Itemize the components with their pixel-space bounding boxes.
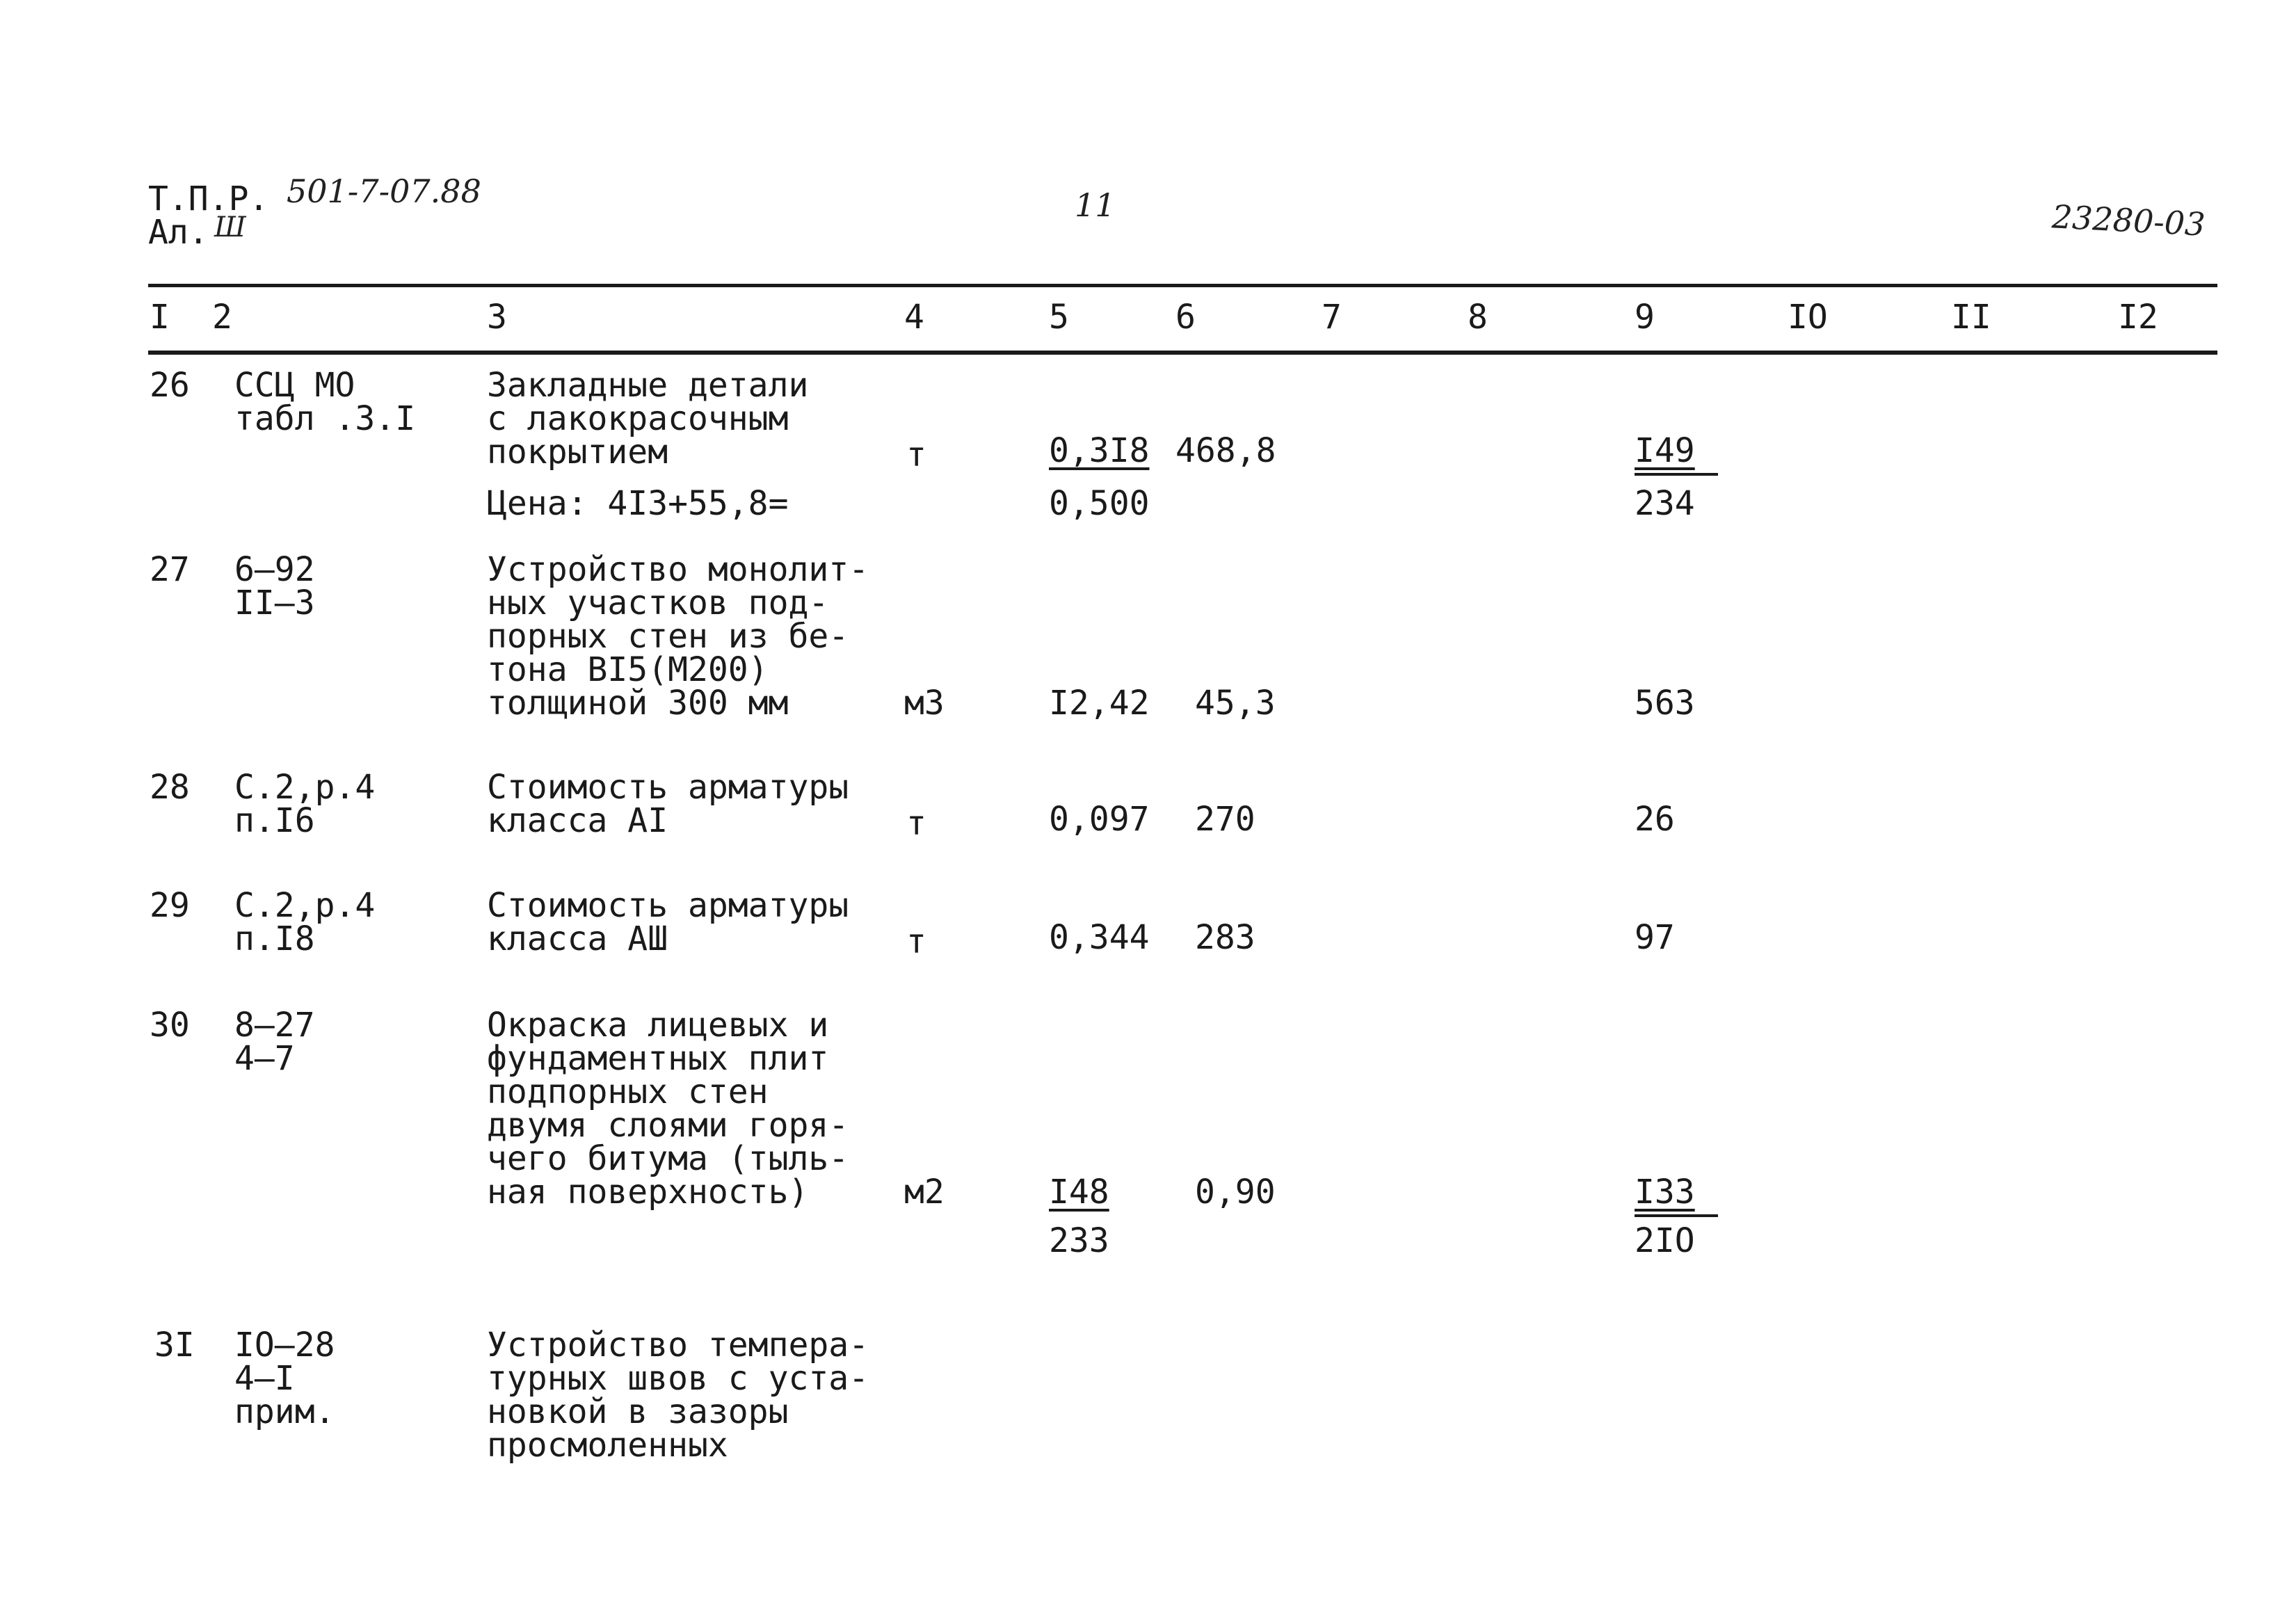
header-prefix: Т.П.Р. xyxy=(148,179,269,218)
column-header: I xyxy=(150,298,170,337)
row-price: 270 xyxy=(1195,800,1255,839)
row-unit: т xyxy=(906,804,926,843)
row-price: 45,3 xyxy=(1195,684,1276,723)
row-quantity: 0,344 xyxy=(1049,918,1150,957)
row-total: 563 xyxy=(1635,684,1695,723)
row-number: 30 xyxy=(150,1006,190,1045)
row-reference: IO–28 4–I прим. xyxy=(234,1326,335,1431)
row-quantity-secondary: 0,500 xyxy=(1049,484,1150,523)
row-description: Устройство темпера- турных швов с уста- новкой в зазоры просмоленных xyxy=(487,1326,869,1465)
row-description: Закладные детали с лакокрасочным покрытием xyxy=(487,366,809,472)
row-quantity: 0,3I8 xyxy=(1049,431,1150,470)
row-total: I49 xyxy=(1635,431,1695,470)
row-price: 468,8 xyxy=(1175,431,1276,470)
row-reference: С.2,р.4 п.I6 xyxy=(234,768,376,840)
row-quantity: 0,097 xyxy=(1049,800,1150,839)
row-description: Стоимость арматуры класса АШ xyxy=(487,886,849,958)
row-reference: ССЦ МО табл .3.I xyxy=(234,366,416,438)
column-header: 7 xyxy=(1322,298,1342,337)
row-price: 0,90 xyxy=(1195,1173,1276,1212)
row-number: 28 xyxy=(150,768,190,807)
row-unit: т xyxy=(906,922,926,961)
column-header: 6 xyxy=(1175,298,1196,337)
row-number: 27 xyxy=(150,550,190,589)
row-quantity: I48 xyxy=(1049,1173,1109,1212)
column-header: 4 xyxy=(904,298,924,337)
total-fraction-rule xyxy=(1635,473,1718,476)
row-total: 97 xyxy=(1635,918,1675,957)
column-header: IO xyxy=(1788,298,1828,337)
row-quantity: I2,42 xyxy=(1049,684,1150,723)
column-header: 3 xyxy=(487,298,507,337)
column-header: 2 xyxy=(212,298,232,337)
row-number: 3I xyxy=(154,1326,195,1365)
column-header: II xyxy=(1951,298,1991,337)
column-header: 9 xyxy=(1635,298,1655,337)
row-unit: м3 xyxy=(904,684,945,723)
row-price: 283 xyxy=(1195,918,1255,957)
row-number: 26 xyxy=(150,366,190,405)
row-total: I33 xyxy=(1635,1173,1695,1212)
row-number: 29 xyxy=(150,886,190,925)
row-unit: м2 xyxy=(904,1173,945,1212)
column-header: I2 xyxy=(2118,298,2158,337)
table-header-rule xyxy=(148,351,2217,355)
document-number: 23280-03 xyxy=(2050,198,2206,243)
row-quantity-secondary: 233 xyxy=(1049,1221,1109,1260)
price-note: Цена: 4I3+55,8= xyxy=(487,484,789,523)
row-reference: С.2,р.4 п.I8 xyxy=(234,886,376,958)
row-unit: т xyxy=(906,435,926,474)
album-prefix: Ал. xyxy=(148,213,209,252)
table-top-rule xyxy=(148,284,2217,287)
row-total: 26 xyxy=(1635,800,1675,839)
row-description: Окраска лицевых и фундаментных плит подпорных стен двумя слоями горя- чего битума (тыль- ная поверхность) xyxy=(487,1006,849,1212)
column-header: 5 xyxy=(1049,298,1069,337)
album-number: Ш xyxy=(214,211,246,243)
row-reference: 8–27 4–7 xyxy=(234,1006,315,1078)
row-total-secondary: 2IO xyxy=(1635,1221,1695,1260)
column-header: 8 xyxy=(1468,298,1488,337)
total-fraction-rule xyxy=(1635,1214,1718,1217)
page-number: 11 xyxy=(1075,186,1116,224)
row-reference: 6–92 II–3 xyxy=(234,550,315,622)
row-description: Стоимость арматуры класса AI xyxy=(487,768,849,840)
row-total-secondary: 234 xyxy=(1635,484,1695,523)
project-code: 501-7-07.88 xyxy=(287,172,481,210)
row-description: Устройство монолит- ных участков под- порных стен из бе- тона BI5(M200) толщиной 300 мм xyxy=(487,550,869,723)
